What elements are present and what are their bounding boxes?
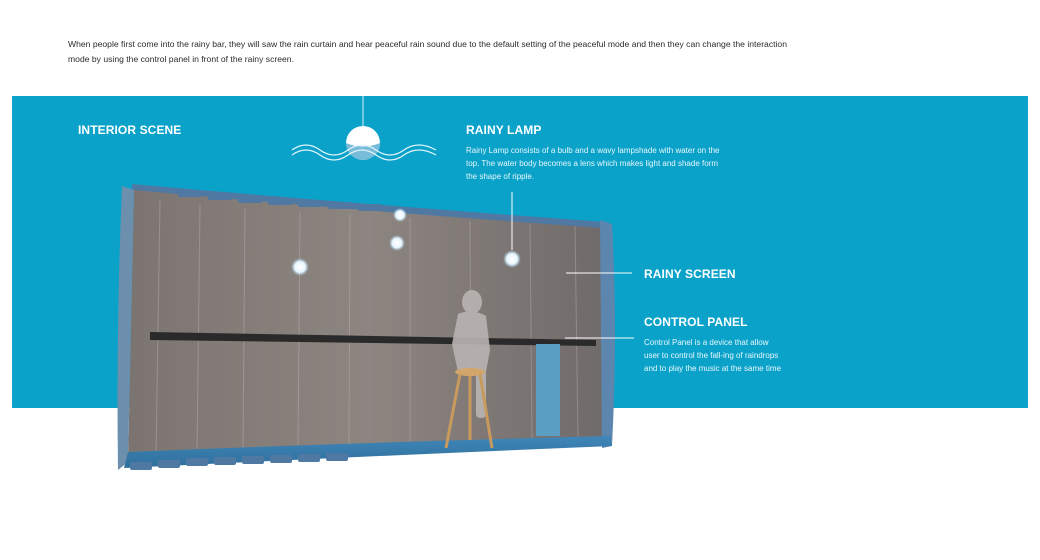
intro-paragraph: When people first come into the rainy bar, they will saw the rain curtain and hear peaceful rain sound due to the default setting of the peaceful mode and then they can change the interaction mode by using the control panel in front of the rainy screen.: [68, 39, 787, 64]
interior-scene-title: INTERIOR SCENE: [78, 123, 182, 137]
rainy-bar-room: [118, 184, 616, 470]
rainy-lamp-icon: [292, 96, 436, 160]
control-panel-title: CONTROL PANEL: [644, 315, 748, 329]
control-panel-description: Control Panel is a device that allow user to control the fall-ing of raindrops and to play the music at the same time: [644, 338, 781, 373]
rainy-lamp-title: RAINY LAMP: [466, 123, 542, 137]
rainy-screen-title: RAINY SCREEN: [644, 267, 736, 281]
rainy-lamp-description: Rainy Lamp consists of a bulb and a wavy lampshade with water on the top. The water body becomes a lens which makes light and shade form the shape of ripple.: [466, 146, 720, 181]
